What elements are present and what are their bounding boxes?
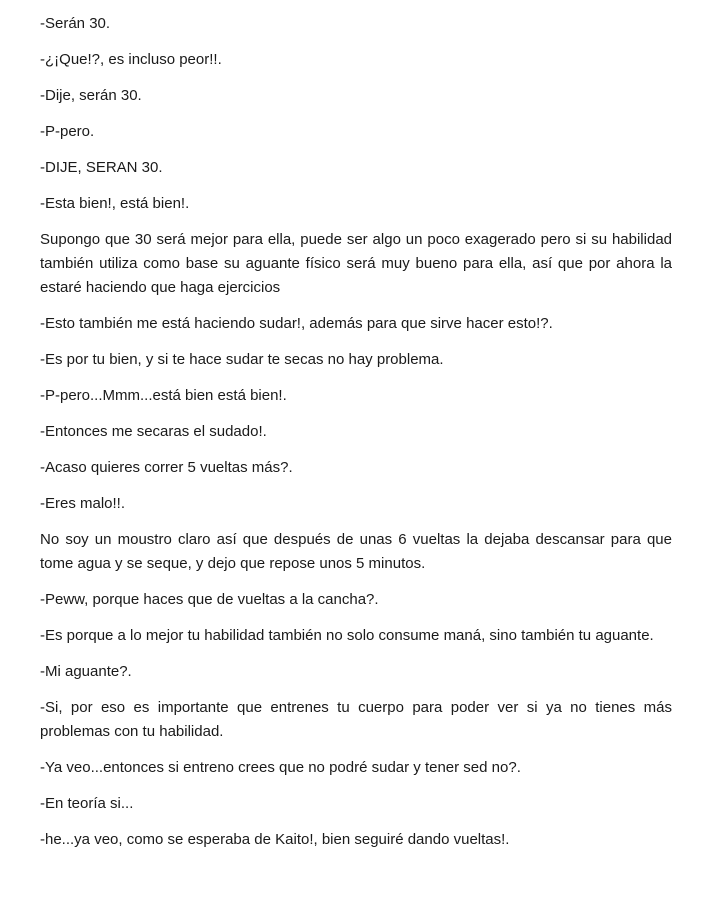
narration-paragraph: No soy un moustro claro así que después de unas 6 vueltas la dejaba descansar para que tome agua y se seque, y dejo que repose unos 5 minutos. bbox=[40, 531, 672, 572]
dialogue-line: -Esto también me está haciendo sudar!, además para que sirve hacer esto!?. bbox=[40, 315, 553, 332]
dialogue-line: -Entonces me secaras el sudado!. bbox=[40, 423, 267, 440]
dialogue-line: -P-pero...Mmm...está bien está bien!. bbox=[40, 387, 287, 404]
narration-paragraph: Supongo que 30 será mejor para ella, puede ser algo un poco exagerado pero si su habilidad también utiliza como base su aguante físico será muy bueno para ella, así que por ahora la estaré haciendo que haga ejercicios bbox=[40, 231, 672, 296]
dialogue-line: -Acaso quieres correr 5 vueltas más?. bbox=[40, 459, 293, 476]
dialogue-line: -Serán 30. bbox=[40, 15, 111, 32]
dialogue-line: -Si, por eso es importante que entrenes tu cuerpo para poder ver si ya no tienes más problemas con tu habilidad. bbox=[40, 699, 672, 740]
dialogue-line: -Ya veo...entonces si entreno crees que no podré sudar y tener sed no?. bbox=[40, 759, 521, 776]
dialogue-line: -Mi aguante?. bbox=[40, 663, 132, 680]
dialogue-line: -P-pero. bbox=[40, 123, 95, 140]
dialogue-line: -Es por tu bien, y si te hace sudar te secas no hay problema. bbox=[40, 351, 444, 368]
dialogue-line: -Eres malo!!. bbox=[40, 495, 126, 512]
dialogue-line: -¿¡Que!?, es incluso peor!!. bbox=[40, 51, 222, 68]
dialogue-line: -Esta bien!, está bien!. bbox=[40, 195, 190, 212]
dialogue-line: -DIJE, SERAN 30. bbox=[40, 159, 163, 176]
dialogue-line: -he...ya veo, como se esperaba de Kaito!, bien seguiré dando vueltas!. bbox=[40, 831, 510, 848]
dialogue-line: -Es porque a lo mejor tu habilidad también no solo consume maná, sino también tu aguante. bbox=[40, 627, 654, 644]
dialogue-line: -Dije, serán 30. bbox=[40, 87, 142, 104]
dialogue-line: -En teoría si... bbox=[40, 795, 134, 812]
dialogue-line: -Peww, porque haces que de vueltas a la cancha?. bbox=[40, 591, 379, 608]
story-text bbox=[40, 12, 672, 864]
